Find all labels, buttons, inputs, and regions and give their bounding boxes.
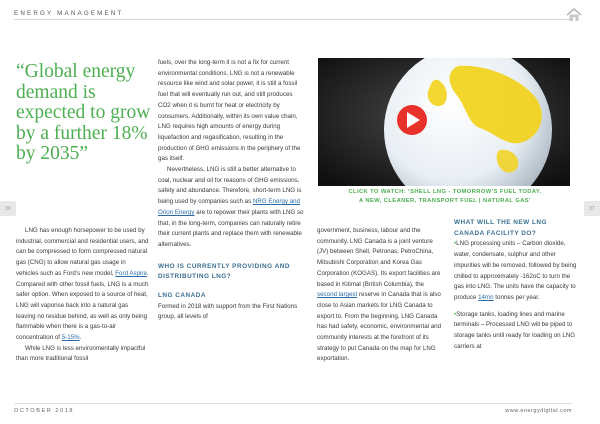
- section-title: ENERGY MANAGEMENT: [14, 10, 124, 17]
- pull-quote: “Global energy demand is expected to grow by a further 18% by 2035”: [16, 61, 151, 164]
- home-icon[interactable]: [566, 8, 582, 22]
- capacity-link[interactable]: 14mn: [478, 293, 494, 301]
- video-caption: [322, 188, 568, 206]
- header-divider: [14, 19, 572, 20]
- text: government, business, labour and the community, LNG Canada is a joint venture (JV) between Shell, Petronas, PetroChina, Mitsubishi Corporation and Korea Gas Corporation (KOGAS). Its export facilities are based in Kitimat (British Columbia), the: [317, 227, 441, 288]
- text: Storage tanks, loading lines and marine terminals – Processed LNG will be piped to storage tanks until ready for loading on LNG carriers at: [454, 310, 576, 350]
- col2-subheading: LNG CANADA: [158, 292, 206, 300]
- play-icon[interactable]: [318, 58, 570, 186]
- col2-paragraph-1: fuels, over the long-term it is not a fix for current environmental conditions. LNG is not a renewable resource like wind and solar power, it is still a fossil fuel that will eventually run out, and still produces CO2 when it is burnt for heat or electricity by consumers. Additionally, within its own value chain, LNG requires high amounts of energy during liquefaction and regasification, resulting in the production of GHG emissions in the periphery of the gas itself.: [158, 59, 301, 163]
- bullet-2: [454, 310, 578, 353]
- text: LNG processing units – Carbon dioxide, water, condensate, sulphur and other impurities will be removed, followed by being chilled to approximately -162oC to turn the gas into LNG. The units have the capacity to produce: [454, 240, 577, 301]
- bullet-icon: •: [454, 240, 457, 248]
- footer-divider: [14, 403, 572, 404]
- text: tonnes per year.: [493, 293, 540, 301]
- footer-url[interactable]: www.energydigital.com: [505, 408, 572, 414]
- col4-heading: WHAT WILL THE NEW LNG CANADA FACILITY DO?: [454, 219, 547, 237]
- video-caption-line-2: A NEW, CLEANER, TRANSPORT FUEL | NATURAL GAS’: [358, 198, 532, 204]
- column-2: [158, 58, 304, 323]
- col1-paragraph-1: [16, 226, 149, 344]
- col3-paragraph-1: [317, 226, 445, 365]
- column-1: [16, 226, 149, 365]
- col1-paragraph-2: While LNG is less environmentally impactful than more traditional fossil: [16, 344, 146, 363]
- col2-paragraph-3: Formed in 2018 with support from the First Nations group, all levels of: [158, 302, 298, 321]
- text: . Compared with other fossil fuels, LNG is a much safer option. When exposed to a source of heat, LNG will vaporise back into a natural gas leaving no residue behind, as well as only being flammable when there is a gas-to-air concentration of: [16, 269, 149, 342]
- col2-heading: WHO IS CURRENTLY PROVIDING AND DISTRIBUTING LNG?: [158, 262, 290, 281]
- video-thumbnail[interactable]: [318, 58, 570, 186]
- ford-aspire-link[interactable]: Ford Aspire: [115, 269, 147, 277]
- column-3: [317, 226, 445, 365]
- text: LNG has enough horsepower to be used by industrial, commercial and residential users, and can be compressed to form compressed natural gas (CNG) to allow natural gas usage in vehicles such as Ford’s new model,: [16, 227, 149, 277]
- second-largest-link[interactable]: second largest: [317, 291, 358, 299]
- page-number-right[interactable]: 37: [584, 201, 600, 216]
- text: Nevertheless, LNG is still a better alternative to coal, nuclear and oil for reasons of GHG emissions, safety and abundance. Therefore, short-term LNG is being used by companies such as: [158, 166, 302, 206]
- video-caption-line-1: CLICK TO WATCH: ‘SHELL LNG - TOMORROW’S FUEL TODAY.: [348, 189, 542, 195]
- column-4: [454, 218, 578, 352]
- page-number-left[interactable]: 36: [0, 201, 16, 216]
- col2-paragraph-2: [158, 165, 304, 251]
- footer-date: OCTOBER 2018: [14, 408, 75, 414]
- text: .: [79, 334, 82, 342]
- text: reserve in Canada that is also close to Asian markets for LNG Canada to export to. From the beginning, LNG Canada has had safety, economic, environmental and community interests at the forefront of its strategy to put Canada on the map for LNG exportation.: [317, 291, 442, 363]
- nrg-orion-link[interactable]: NRG Energy and Orion Energy: [158, 198, 301, 216]
- bullet-1: [454, 239, 578, 303]
- bullet-icon: •: [454, 310, 457, 318]
- concentration-link[interactable]: 5-15%: [61, 334, 80, 342]
- text: are to repower their plants with LNG so that, in the long-term, companies can naturally retire their current plants and replace them with renewable alternatives.: [158, 208, 304, 248]
